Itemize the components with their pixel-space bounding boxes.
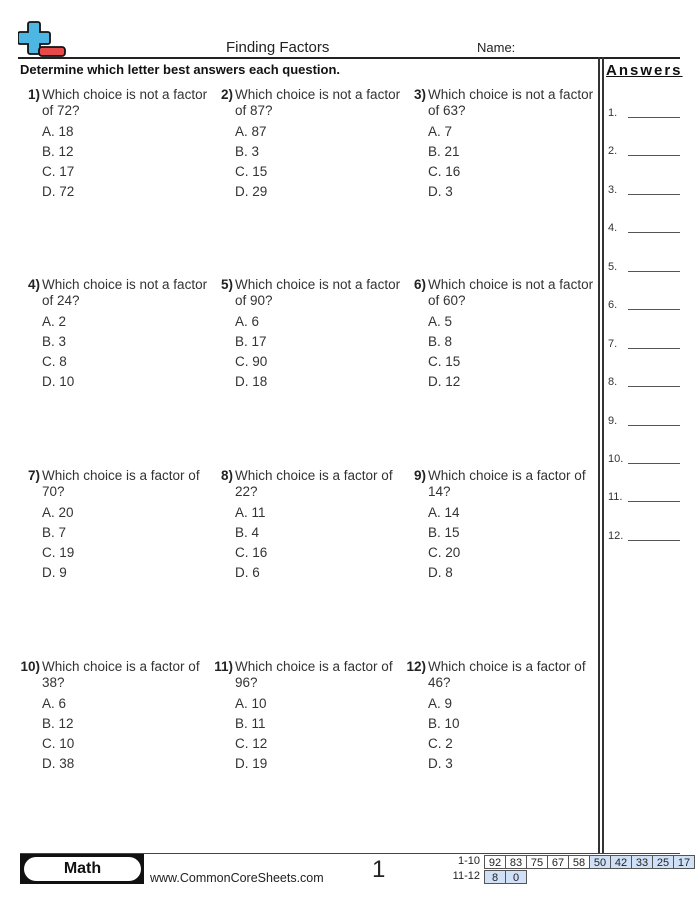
answer-option: B. 7 — [42, 525, 67, 540]
answer-option: B. 3 — [42, 334, 67, 349]
answers-divider — [598, 57, 600, 854]
answer-number: 5. — [608, 261, 618, 273]
question-number: 8) — [220, 468, 233, 483]
score-cell: 83 — [505, 855, 527, 869]
answer-option: A. 14 — [428, 505, 460, 520]
answer-option: A. 9 — [428, 696, 453, 711]
answer-blank-6[interactable] — [608, 299, 680, 313]
question-text: Which choice is not a factor of 90? — [235, 277, 401, 308]
answer-option: A. 18 — [42, 124, 74, 139]
answer-number: 3. — [608, 184, 618, 196]
score-cell: 50 — [589, 855, 611, 869]
answer-option: C. 16 — [235, 545, 268, 560]
question-text: Which choice is not a factor of 87? — [235, 87, 401, 118]
answers-divider — [602, 57, 604, 854]
answer-option: D. 29 — [235, 184, 268, 199]
question-text: Which choice is not a factor of 72? — [42, 87, 208, 118]
answer-option: D. 3 — [428, 184, 453, 199]
answer-number: 9. — [608, 415, 618, 427]
answers-heading: Answers — [606, 62, 683, 79]
answer-option: A. 87 — [235, 124, 267, 139]
answer-option: A. 6 — [235, 314, 260, 329]
question-4 — [12, 277, 208, 389]
answer-option: D. 38 — [42, 756, 75, 771]
answer-option: C. 8 — [42, 354, 67, 369]
answer-option: B. 10 — [428, 716, 460, 731]
answer-blank-4[interactable] — [608, 222, 680, 236]
question-3 — [398, 87, 594, 199]
answer-option: C. 2 — [428, 736, 453, 751]
answer-line — [628, 271, 680, 272]
question-number: 10) — [20, 659, 40, 674]
answer-blank-1[interactable] — [608, 107, 680, 121]
answer-option: D. 72 — [42, 184, 75, 199]
answer-option: C. 15 — [428, 354, 461, 369]
answer-option: A. 6 — [42, 696, 67, 711]
question-number: 9) — [413, 468, 426, 483]
answer-option: A. 11 — [235, 505, 266, 520]
answer-blank-5[interactable] — [608, 261, 680, 275]
answer-blank-10[interactable] — [608, 453, 680, 467]
answer-number: 10. — [608, 453, 624, 465]
answer-option: C. 17 — [42, 164, 75, 179]
answer-option: D. 10 — [42, 374, 75, 389]
answer-option: B. 3 — [235, 144, 260, 159]
question-12 — [398, 659, 588, 769]
question-number: 6) — [413, 277, 426, 292]
score-cell: 8 — [484, 870, 506, 884]
answer-number: 11. — [608, 491, 623, 503]
answer-option: C. 20 — [428, 545, 461, 560]
answer-blank-3[interactable] — [608, 184, 680, 198]
question-11 — [205, 659, 395, 769]
question-text: Which choice is not a factor of 60? — [428, 277, 594, 308]
answer-option: B. 21 — [428, 144, 460, 159]
score-row-label: 11-12 — [452, 870, 480, 882]
answer-line — [628, 194, 680, 195]
answer-blank-7[interactable] — [608, 338, 680, 352]
answer-option: B. 17 — [235, 334, 267, 349]
score-cell: 92 — [484, 855, 506, 869]
answer-option: D. 9 — [42, 565, 67, 580]
answer-option: B. 12 — [42, 144, 74, 159]
answer-option: D. 6 — [235, 565, 260, 580]
question-text: Which choice is a factor of 46? — [428, 659, 586, 690]
answer-option: B. 4 — [235, 525, 260, 540]
answer-option: D. 12 — [428, 374, 461, 389]
answer-line — [628, 348, 680, 349]
question-number: 2) — [220, 87, 233, 102]
question-text: Which choice is a factor of 38? — [42, 659, 200, 690]
score-cell: 0 — [505, 870, 527, 884]
answer-number: 1. — [608, 107, 618, 119]
answer-blank-8[interactable] — [608, 376, 680, 390]
answer-option: C. 15 — [235, 164, 268, 179]
answer-line — [628, 117, 680, 118]
question-text: Which choice is not a factor of 24? — [42, 277, 208, 308]
score-cell: 67 — [547, 855, 569, 869]
score-cell: 75 — [526, 855, 548, 869]
answer-line — [628, 501, 680, 502]
answer-line — [628, 309, 680, 310]
answer-number: 6. — [608, 299, 618, 311]
answer-line — [628, 463, 680, 464]
answer-option: B. 11 — [235, 716, 266, 731]
answer-number: 7. — [608, 338, 618, 350]
answer-option: C. 19 — [42, 545, 75, 560]
score-cell: 42 — [610, 855, 632, 869]
question-number: 1) — [27, 87, 40, 102]
question-text: Which choice is not a factor of 63? — [428, 87, 594, 118]
answer-line — [628, 155, 680, 156]
website-link[interactable]: www.CommonCoreSheets.com — [150, 871, 324, 885]
answer-line — [628, 386, 680, 387]
answer-blank-9[interactable] — [608, 415, 680, 429]
subject-label: Math — [24, 857, 141, 881]
answer-number: 12. — [608, 530, 624, 542]
answer-option: D. 3 — [428, 756, 453, 771]
answer-option: C. 10 — [42, 736, 75, 751]
worksheet-title: Finding Factors — [226, 39, 330, 56]
question-number: 3) — [413, 87, 426, 102]
answer-option: A. 7 — [428, 124, 453, 139]
answer-option: C. 12 — [235, 736, 268, 751]
answer-line — [628, 540, 680, 541]
answer-line — [628, 425, 680, 426]
answer-option: B. 15 — [428, 525, 460, 540]
header-divider — [18, 57, 680, 59]
answer-blank-2[interactable] — [608, 145, 680, 159]
answer-number: 8. — [608, 376, 618, 388]
answer-option: D. 8 — [428, 565, 453, 580]
answer-blank-11[interactable] — [608, 491, 680, 505]
instructions: Determine which letter best answers each question. — [20, 62, 341, 77]
question-text: Which choice is a factor of 14? — [428, 468, 586, 499]
answer-option: B. 8 — [428, 334, 453, 349]
question-7 — [12, 468, 202, 578]
question-number: 4) — [27, 277, 40, 292]
answer-line — [628, 232, 680, 233]
question-number: 11) — [214, 659, 233, 674]
answer-option: A. 10 — [235, 696, 267, 711]
question-6 — [398, 277, 594, 389]
question-10 — [12, 659, 202, 769]
plus-minus-logo-icon — [18, 20, 68, 58]
answer-option: A. 5 — [428, 314, 453, 329]
answer-option: C. 90 — [235, 354, 268, 369]
answer-number: 4. — [608, 222, 618, 234]
question-number: 12) — [406, 659, 426, 674]
name-label: Name: — [477, 40, 516, 55]
question-text: Which choice is a factor of 96? — [235, 659, 393, 690]
question-5 — [205, 277, 401, 389]
question-number: 5) — [220, 277, 233, 292]
answer-option: B. 12 — [42, 716, 74, 731]
answer-option: D. 18 — [235, 374, 268, 389]
answer-option: A. 2 — [42, 314, 67, 329]
question-9 — [398, 468, 588, 578]
score-cell: 25 — [652, 855, 674, 869]
question-8 — [205, 468, 395, 578]
score-cell: 33 — [631, 855, 653, 869]
question-1 — [12, 87, 208, 199]
answer-option: C. 16 — [428, 164, 461, 179]
score-cell: 17 — [673, 855, 695, 869]
question-number: 7) — [27, 468, 40, 483]
answer-blank-12[interactable] — [608, 530, 680, 544]
page-number: 1 — [372, 856, 386, 883]
question-2 — [205, 87, 401, 199]
question-text: Which choice is a factor of 70? — [42, 468, 200, 499]
score-row-label: 1-10 — [457, 855, 480, 867]
question-text: Which choice is a factor of 22? — [235, 468, 393, 499]
answer-number: 2. — [608, 145, 618, 157]
answer-option: D. 19 — [235, 756, 268, 771]
answer-option: A. 20 — [42, 505, 74, 520]
score-cell: 58 — [568, 855, 590, 869]
